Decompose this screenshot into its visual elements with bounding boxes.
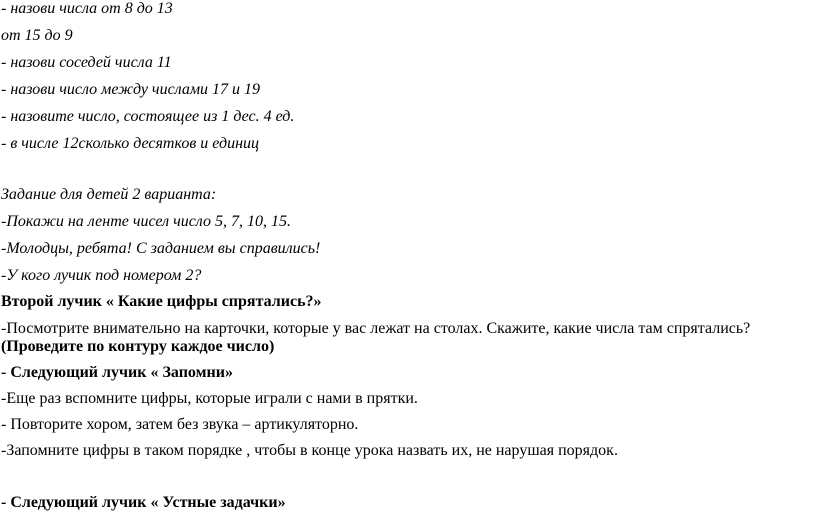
task-line-4: - назови число между числами 17 и 19 — [1, 81, 261, 98]
section-heading-remember: - Следующий лучик « Запомни» — [1, 364, 233, 381]
task-line-1: - назови числа от 8 до 13 — [1, 0, 173, 17]
paragraph-cards: -Посмотрите внимательно на карточки, которые у вас лежат на столах. Скажите, какие числа там спрятались? — [1, 320, 751, 337]
task-line-3: - назови соседей числа 11 — [1, 54, 172, 71]
instruction-trace: (Проведите по контуру каждое число) — [1, 338, 275, 355]
task-line-5: - назовите число, состоящее из 1 дес. 4 ед. — [1, 108, 295, 125]
paragraph-recall: -Еще раз вспомните цифры, которые играли с нами в прятки. — [1, 390, 418, 407]
variant-2-line-2: -Молодцы, ребята! С заданием вы справились! — [1, 240, 321, 257]
variant-2-line-3: -У кого лучик под номером 2? — [1, 267, 202, 284]
section-heading-second-ray: Второй лучик « Какие цифры спрятались?» — [1, 293, 322, 310]
variant-2-line-1: -Покажи на ленте чисел число 5, 7, 10, 15. — [1, 213, 291, 230]
variant-2-heading: Задание для детей 2 варианта: — [1, 186, 217, 203]
task-line-6: - в числе 12сколько десятков и единиц — [1, 135, 260, 152]
task-line-2: от 15 до 9 — [1, 27, 73, 44]
paragraph-memorize: -Запомните цифры в таком порядке , чтобы в конце урока назвать их, не нарушая порядок. — [1, 442, 618, 459]
paragraph-repeat: - Повторите хором, затем без звука – артикуляторно. — [1, 416, 359, 433]
section-heading-oral-tasks: - Следующий лучик « Устные задачки» — [1, 494, 286, 511]
